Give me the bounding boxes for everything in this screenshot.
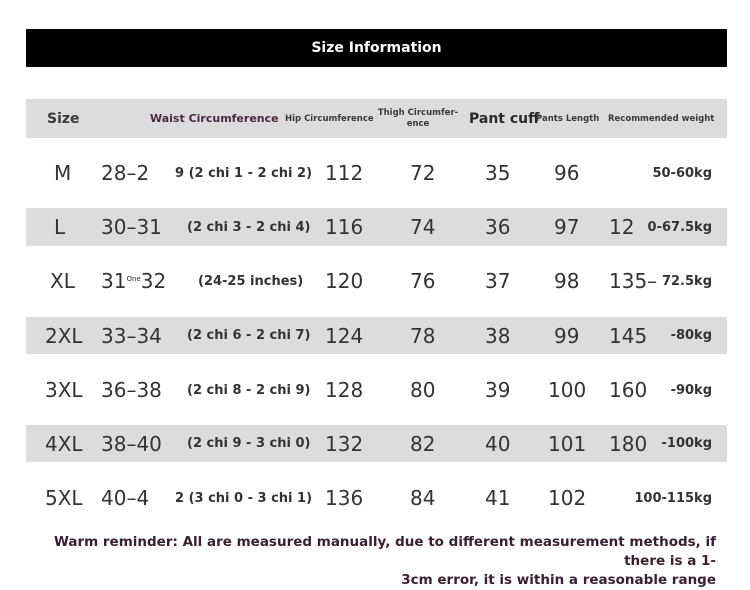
title-bar (26, 29, 727, 67)
thigh-cell: 78 (410, 323, 436, 348)
warm-reminder-line2: 3cm error, it is within a reasonable range (401, 572, 716, 588)
length-cell: 101 (548, 431, 587, 456)
hip-cell: 116 (325, 215, 364, 239)
cuff-cell: 37 (485, 269, 511, 293)
waist-cell: 30–31 (101, 215, 162, 239)
size-cell: 3XL (45, 378, 83, 402)
header-thigh (378, 99, 458, 138)
header-waist: Waist Circumference (150, 112, 279, 125)
waist-cell: 36–38 (101, 378, 162, 402)
length-cell: 97 (554, 215, 580, 239)
table-row (26, 478, 727, 518)
waist-cell: 33–34 (101, 323, 162, 348)
thigh-cell: 76 (410, 269, 436, 293)
table-row (26, 370, 727, 410)
table-row (26, 317, 727, 354)
hip-cell: 124 (325, 323, 364, 348)
waist-inch-cell: 9 (2 chi 1 - 2 chi 2) (175, 165, 313, 181)
header-length: Pants Length (536, 113, 600, 124)
thigh-cell: 80 (410, 378, 436, 402)
cuff-cell: 36 (485, 215, 511, 239)
thigh-cell: 84 (410, 486, 436, 510)
header-weight: Recommended weight (608, 113, 715, 124)
length-cell: 100 (548, 378, 587, 402)
size-cell: 5XL (45, 486, 83, 510)
warm-reminder-line1: Warm reminder: All are measured manually, due to different measurement methods, if there is a 1- (53, 534, 716, 569)
table-title: Size Information (311, 40, 442, 56)
header-thigh-line1: Thigh Circumfer- (377, 107, 459, 118)
thigh-cell: 72 (410, 161, 436, 185)
hip-cell: 136 (325, 486, 364, 510)
weight-cell: -80kg (670, 328, 712, 343)
header-thigh-line2: ence (406, 118, 430, 129)
waist-inch-cell: (2 chi 3 - 2 chi 4) (187, 219, 311, 235)
thigh-cell: 74 (410, 215, 436, 239)
table-row (26, 208, 727, 246)
size-cell: 4XL (45, 431, 83, 456)
table-row (26, 261, 727, 301)
waist-cell: 40–4 (101, 486, 150, 510)
cuff-cell: 39 (485, 378, 511, 402)
weight-cell: 50-60kg (652, 165, 712, 181)
header-hip: Hip Circumference (285, 113, 374, 124)
header-row (26, 99, 727, 138)
waist-cell: 38–40 (101, 431, 162, 456)
table-row (26, 153, 727, 193)
weight-cell: 0-67.5kg (647, 219, 712, 235)
size-cell: 2XL (45, 323, 83, 348)
header-size: Size (47, 110, 80, 127)
waist-inch-cell: (2 chi 8 - 2 chi 9) (187, 382, 311, 398)
size-cell: L (54, 215, 66, 239)
hip-cell: 128 (325, 378, 364, 402)
cuff-cell: 41 (485, 486, 511, 510)
waist-cell (101, 261, 166, 301)
waist-inch-cell: (24-25 inches) (198, 273, 304, 289)
thigh-cell: 82 (410, 431, 436, 456)
size-cell: M (54, 161, 72, 185)
waist-inch-cell: (2 chi 9 - 3 chi 0) (187, 436, 311, 451)
cuff-cell: 38 (485, 323, 511, 348)
weight-prefix-cell: 160 (609, 378, 648, 402)
header-cuff: Pant cuff (469, 110, 540, 127)
weight-prefix-cell: 180 (609, 431, 648, 456)
table-row (26, 425, 727, 462)
warm-reminder (10, 533, 716, 590)
weight-cell: -100kg (661, 436, 712, 451)
weight-cell: 100-115kg (634, 490, 712, 506)
length-cell: 99 (554, 323, 580, 348)
weight-prefix-cell: 145 (609, 323, 648, 348)
weight-cell: 72.5kg (661, 273, 712, 289)
hip-cell: 132 (325, 431, 364, 456)
waist-cell: 28–2 (101, 161, 150, 185)
cuff-cell: 35 (485, 161, 511, 185)
weight-prefix-cell: 135– (609, 269, 658, 293)
weight-cell: -90kg (670, 382, 712, 398)
hip-cell: 120 (325, 269, 364, 293)
waist-inch-cell: 2 (3 chi 0 - 3 chi 1) (175, 490, 313, 506)
length-cell: 98 (554, 269, 580, 293)
hip-cell: 112 (325, 161, 364, 185)
size-cell: XL (50, 269, 75, 293)
length-cell: 96 (554, 161, 580, 185)
waist-separator: One (126, 275, 141, 283)
weight-prefix-cell: 12 (609, 215, 635, 239)
waist-end: 32 (140, 269, 167, 293)
cuff-cell: 40 (485, 431, 511, 456)
length-cell: 102 (548, 486, 587, 510)
waist-start: 31 (101, 269, 127, 293)
waist-inch-cell: (2 chi 6 - 2 chi 7) (187, 328, 311, 343)
